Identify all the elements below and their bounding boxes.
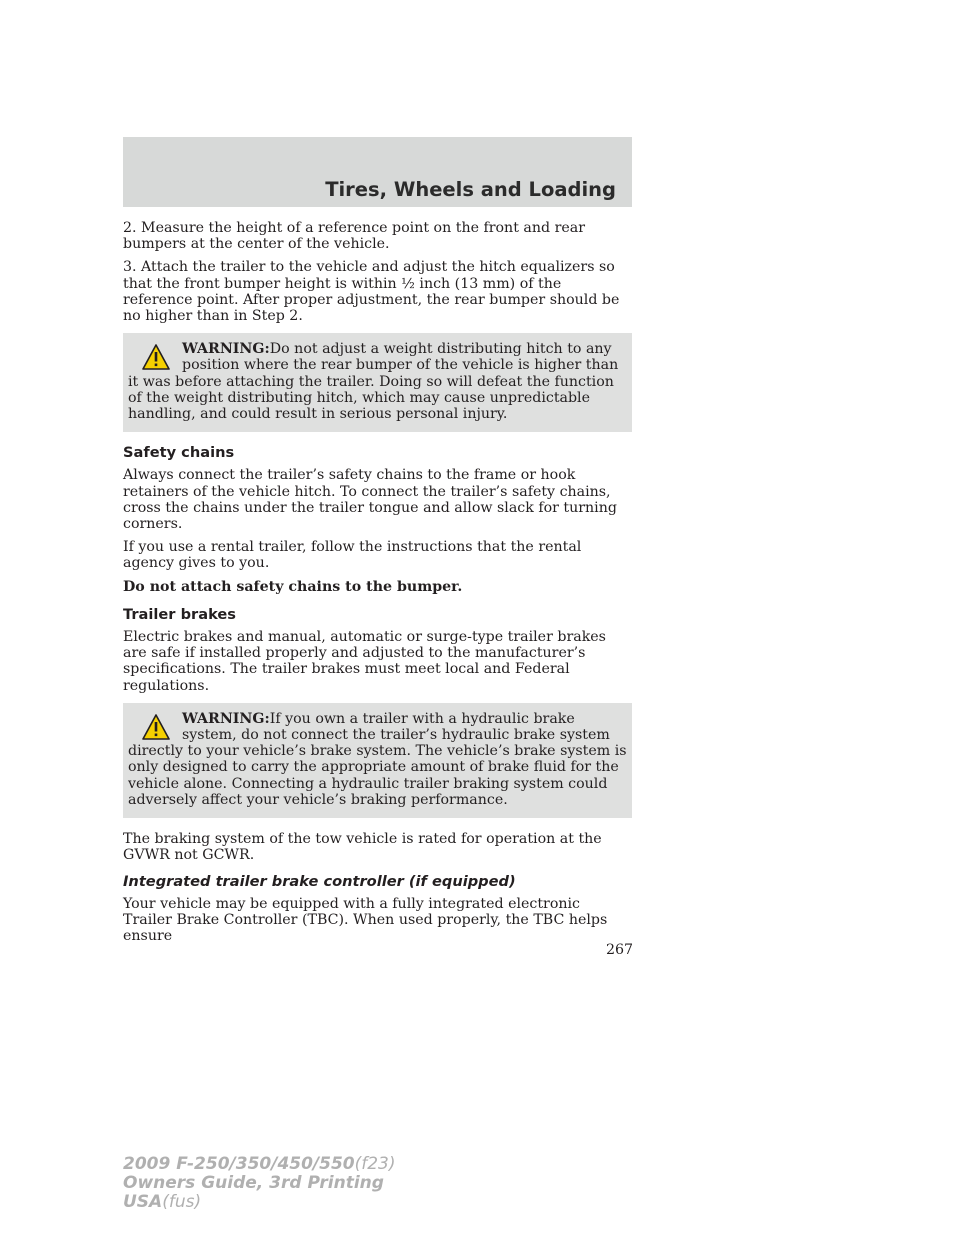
footer-line-1 xyxy=(123,1155,396,1174)
section-title: Tires, Wheels and Loading xyxy=(325,178,616,201)
footer-region: USA xyxy=(123,1192,163,1212)
warning-triangle-icon xyxy=(142,344,170,370)
safety-chains-paragraph-1: Always connect the trailer’s safety chains to the frame or hook retainers of the vehicle hitch. To connect the trailer’s safety chains, cross the chains under the trailer tongue and allow slack for turning corners. xyxy=(123,467,617,533)
warning-triangle-icon xyxy=(142,714,170,740)
trailer-brakes-paragraph: Electric brakes and manual, automatic or surge-type trailer brakes are safe if installed properly and adjusted to the manufacturer’s specifications. The trailer brakes must meet local and Federal regulations. xyxy=(123,629,606,694)
warning-label: WARNING: xyxy=(182,710,270,727)
safety-chains-paragraph-2: If you use a rental trailer, follow the instructions that the rental agency gives to you. xyxy=(123,539,582,572)
warning-box-hitch xyxy=(123,333,632,432)
step-3-paragraph: 3. Attach the trailer to the vehicle and adjust the hitch equalizers so that the front bumper height is within ½ inch (13 mm) of the reference point. After proper adjustment, the rear bumper should be no higher than in Step 2. xyxy=(123,259,620,325)
footer-model-code: (f23) xyxy=(354,1154,396,1174)
braking-rating-paragraph: The braking system of the tow vehicle is rated for operation at the GVWR not GCWR. xyxy=(123,831,602,864)
safety-chains-bold-note: Do not attach safety chains to the bumper. xyxy=(123,578,463,595)
warning-body: If you own a trailer with a hydraulic brake system, do not connect the trailer’s hydraulic brake system directly to your vehicle’s brake system. The vehicle’s brake system is only designed to carry the appropriate amount of brake fluid for the vehicle alone. Connecting a hydraulic trailer braking system could adversely affect your vehicle’s braking performance. xyxy=(128,710,627,808)
footer-region-code: (fus) xyxy=(162,1192,202,1212)
warning-box-hydraulic xyxy=(123,703,632,818)
footer-line-3 xyxy=(123,1193,396,1212)
footer-model: 2009 F-250/350/450/550 xyxy=(123,1154,355,1174)
page-content xyxy=(123,220,632,951)
section-header-band xyxy=(123,137,632,207)
step-2-paragraph: 2. Measure the height of a reference point on the front and rear bumpers at the center of the vehicle. xyxy=(123,220,586,253)
heading-integrated-tbc: Integrated trailer brake controller (if equipped) xyxy=(123,872,516,890)
print-footer xyxy=(123,1155,396,1212)
warning-text xyxy=(128,341,627,422)
warning-label: WARNING: xyxy=(182,341,270,358)
tbc-paragraph: Your vehicle may be equipped with a fully integrated electronic Trailer Brake Controller (TBC). When used properly, the TBC helps ensure xyxy=(123,895,608,945)
footer-line-2: Owners Guide, 3rd Printing xyxy=(123,1173,384,1193)
heading-safety-chains: Safety chains xyxy=(123,444,235,462)
warning-text xyxy=(128,711,627,808)
heading-trailer-brakes: Trailer brakes xyxy=(123,605,236,623)
page-number: 267 xyxy=(606,942,634,958)
warning-body: Do not adjust a weight distributing hitch to any position where the rear bumper of the vehicle is higher than it was before attaching the trailer. Doing so will defeat the function of the weight distributing hitch, which may cause unpredictable handling, and could result in serious personal injury. xyxy=(128,341,619,423)
